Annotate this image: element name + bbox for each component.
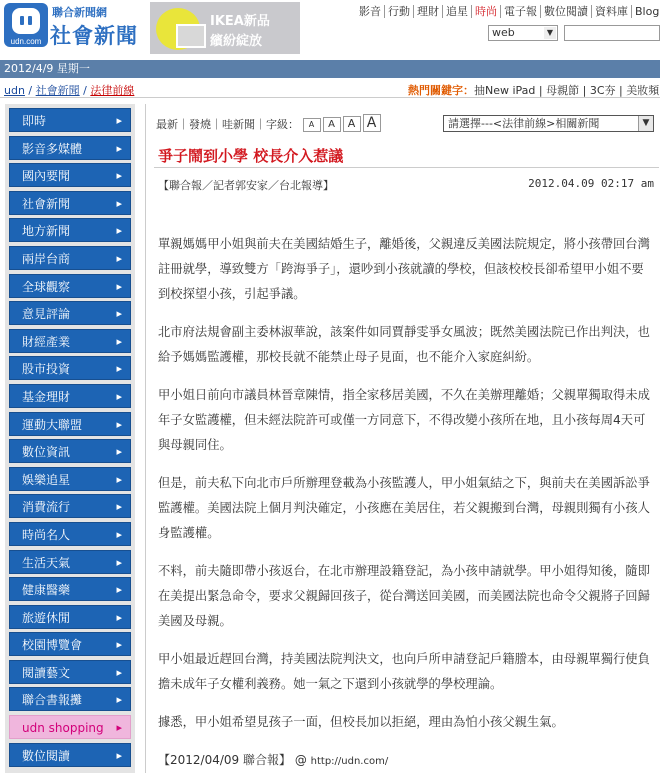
hot-keyword[interactable]: 3C夯: [589, 84, 616, 97]
sidebar-item-opinion[interactable]: 意見評論 ▸: [9, 301, 131, 325]
paragraph: 據悉，甲小姐希望見孩子一面，但校長加以拒絕，理由為怕小孩父親生氣。: [158, 715, 564, 729]
sidebar-item-campus[interactable]: 校園博覽會 ▸: [9, 632, 131, 656]
hot-keyword[interactable]: 母親節: [546, 84, 580, 97]
plug-socket-icon: [12, 8, 40, 34]
sidebar-item-arts[interactable]: 閱讀藝文 ▸: [9, 660, 131, 684]
top-bar: [0, 0, 660, 60]
article-source: [158, 751, 388, 768]
chevron-down-icon: ▼: [544, 27, 556, 39]
sidebar-item-local[interactable]: 地方新聞 ▸: [9, 218, 131, 242]
font-size-3-button[interactable]: A: [343, 116, 361, 132]
search-input[interactable]: [564, 25, 660, 41]
hot-keyword[interactable]: 抽New iPad: [474, 84, 536, 97]
toolbar-links[interactable]: 最新｜發燒｜哇新聞｜字級：: [156, 118, 299, 131]
paragraph: 但是，前夫私下向北市戶所辦理登載為小孩監護人，甲小姐氣結之下，與前夫在美國訴訟爭監護權。美國法院上個月判決確定，小孩應在美居住，若父親搬到台灣，母親則獨有小孩人身監護權。: [158, 476, 650, 540]
paragraph: 單親媽媽甲小姐與前夫在美國結婚生子，離婚後，父親違反美國法院規定，將小孩帶回台灣註冊就學，導致雙方「跨海爭子」，還吵到小孩就讀的學校，但該校校長卻希望甲小姐不要到校探望小孩，引起爭議。: [158, 237, 650, 301]
sidebar-item-domestic[interactable]: 國內要聞 ▸: [9, 163, 131, 187]
source-label: 【2012/04/09 聯合報】: [158, 753, 291, 767]
sidebar-item-video[interactable]: 影音多媒體 ▸: [9, 136, 131, 160]
brand-subtitle: 聯合新聞網: [52, 6, 107, 19]
breadcrumb-item-social[interactable]: 社會新聞: [35, 84, 80, 97]
font-size-1-button[interactable]: A: [303, 118, 321, 132]
topnav-item[interactable]: 資料庫: [592, 5, 632, 18]
timestamp: 2012.04.09 02:17 am: [528, 177, 654, 190]
font-size-4-button[interactable]: A: [363, 114, 381, 132]
sidebar: [5, 104, 135, 773]
chevron-down-icon: ▼: [638, 116, 653, 131]
article-body: [158, 232, 654, 748]
sidebar-item-instant[interactable]: 即時 ▸: [9, 108, 131, 132]
sidebar-item-life[interactable]: 生活天氣 ▸: [9, 550, 131, 574]
topnav-item-hot[interactable]: 時尚: [472, 5, 501, 18]
sidebar-item-shopping[interactable]: udn shopping ▸: [9, 715, 131, 739]
ikea-banner-ad[interactable]: [150, 2, 300, 54]
sidebar-item-ereading[interactable]: 數位閱讀 ▸: [9, 743, 131, 767]
sidebar-item-cross-strait[interactable]: 兩岸台商 ▸: [9, 246, 131, 270]
breadcrumb-row: [0, 78, 660, 98]
topnav-item[interactable]: 追星: [443, 5, 472, 18]
sidebar-item-consumer[interactable]: 消費流行 ▸: [9, 494, 131, 518]
sidebar-item-entertainment[interactable]: 娛樂追星 ▸: [9, 467, 131, 491]
hot-keywords-label: 熱門關鍵字：: [408, 84, 474, 97]
topnav-item[interactable]: 數位閱讀: [541, 5, 592, 18]
paragraph: 不料，前夫隨即帶小孩返台，在北市辦理設籍登記，為小孩申請就學。甲小姐得知後，隨即在美提出緊急命令，要求父親歸回孩子，從台灣送回美國，而美國法院也命令父親將子回歸美國及母親。: [158, 564, 650, 628]
hot-keywords: 熱門關鍵字：抽New iPad | 母親節 | 3C夯 | 美妝頻: [408, 84, 660, 97]
sidebar-item-stocks[interactable]: 股市投資 ▸: [9, 356, 131, 380]
sidebar-item-newsstand[interactable]: 聯合書報攤 ▸: [9, 687, 131, 711]
breadcrumb: udn / 社會新聞 / 法律前線: [4, 84, 135, 97]
headline: 爭子鬧到小學 校長介入惹議: [158, 147, 344, 165]
search-scope-value: web: [492, 26, 515, 39]
sidebar-item-health[interactable]: 健康醫藥 ▸: [9, 577, 131, 601]
search-scope-select[interactable]: [488, 25, 558, 41]
breadcrumb-item-law[interactable]: 法律前線: [90, 84, 135, 97]
paragraph: 甲小姐日前向市議員林晉章陳情，指全家移居美國，不久在美辦理離婚；父親單獨取得未成年子女監護權，但未經法院許可或僅一方同意下，不得改變小孩所在地，且小孩每周4天可與母親同住。: [158, 388, 650, 452]
sidebar-item-digital[interactable]: 數位資訊 ▸: [9, 439, 131, 463]
topnav-item[interactable]: 影音: [356, 5, 385, 18]
sidebar-item-celebrity[interactable]: 時尚名人 ▸: [9, 522, 131, 546]
udn-logo[interactable]: [4, 3, 48, 47]
breadcrumb-item-udn[interactable]: udn: [4, 84, 25, 97]
brand-title[interactable]: 社會新聞: [50, 23, 138, 48]
ad-chair-graphic: [176, 24, 206, 48]
topnav-item[interactable]: 行動: [385, 5, 414, 18]
sidebar-item-finance[interactable]: 財經產業 ▸: [9, 329, 131, 353]
source-url-icon: @: [294, 753, 307, 767]
article-toolbar: [156, 114, 383, 132]
logo-text: udn.com: [10, 37, 42, 46]
ad-line2: 繽紛綻放: [210, 34, 263, 49]
date-bar: [0, 60, 660, 78]
top-nav: [356, 3, 660, 19]
hot-keyword[interactable]: 美妝頻: [626, 84, 660, 97]
related-news-value: 請選擇---<法律前線>相關新聞: [448, 117, 600, 130]
sidebar-item-funds[interactable]: 基金理財 ▸: [9, 384, 131, 408]
sidebar-item-sports[interactable]: 運動大聯盟 ▸: [9, 412, 131, 436]
divider: [154, 167, 659, 168]
paragraph: 甲小姐最近趕回台灣，持美國法院判決文，也向戶所申請登記戶籍謄本，由母親單獨行使負擔未成年子女權利義務。她一氣之下還到小孩就學的學校理論。: [158, 652, 650, 691]
article: [145, 104, 660, 773]
sidebar-item-global[interactable]: 全球觀察 ▸: [9, 274, 131, 298]
byline: 【聯合報／記者郭安家／台北報導】: [158, 179, 334, 192]
topnav-item[interactable]: 理財: [414, 5, 443, 18]
related-news-select[interactable]: [443, 115, 654, 132]
paragraph: 北市府法規會副主委林淑華說，該案件如同賈靜雯爭女風波；既然美國法院已作出判決，也給予媽媽監護權，那校長就不能禁止母子見面，也不能介入家庭糾紛。: [158, 325, 650, 364]
topnav-item[interactable]: Blog: [635, 5, 660, 18]
font-size-2-button[interactable]: A: [323, 117, 341, 132]
ad-line1: IKEA新品: [210, 14, 270, 29]
source-url[interactable]: http://udn.com/: [310, 756, 389, 767]
current-date: 2012/4/9 星期一: [4, 62, 90, 75]
topnav-item[interactable]: 電子報: [501, 5, 541, 18]
sidebar-item-social[interactable]: 社會新聞 ▸: [9, 191, 131, 215]
sidebar-item-travel[interactable]: 旅遊休閒 ▸: [9, 605, 131, 629]
